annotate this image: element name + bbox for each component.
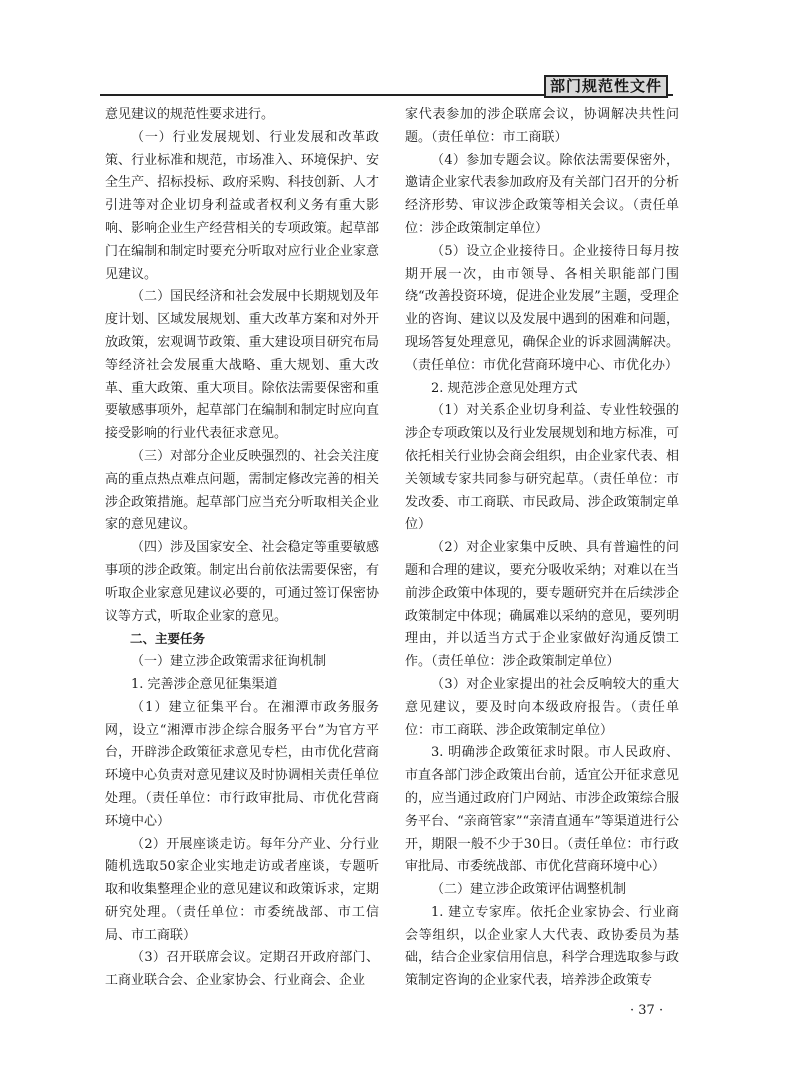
paragraph: （2）对企业家集中反映、具有普遍性的问题和合理的建议，要充分吸收采纳；对难以在当前涉企政策中体现的，要专题研究并在后续涉企政策制定中体现；确属难以采纳的意见，要列明理由，并以适当方式于企业家做好沟通反馈工作。（责任单位：涉企政策制定单位） [405, 540, 679, 670]
paragraph: （2）开展座谈走访。每年分产业、分行业随机选取50家企业实地走访或者座谈，专题听取和收集整理企业的意见建议和政策诉求，定期研究处理。（责任单位：市委统战部、市工信局、市工商联） [105, 836, 379, 943]
paragraph: （1）建立征集平台。在湘潭市政务服务网，设立“湘潭市涉企综合服务平台”为官方平台，开辟涉企政策征求意见专栏，由市优化营商环境中心负责对意见建议及时协调相关责任单位处理。（责任单位：市行政审批局、市优化营商环境中心） [105, 699, 379, 829]
page-number: · 37 · [630, 1003, 664, 1018]
paragraph: （3）对企业家提出的社会反响较大的重大意见建议，要及时向本级政府报告。（责任单位：市工商联、涉企政策制定单位） [405, 676, 679, 738]
paragraph: （一）建立涉企政策需求征询机制 [131, 654, 327, 670]
paragraph: （四）涉及国家安全、社会稳定等重要敏感事项的涉企政策。制定出台前依法需要保密，有听取企业家意见建议必要的，可通过签订保密协议等方式，听取企业家的意见。 [105, 540, 379, 624]
paragraph: 二、主要任务 [130, 631, 206, 647]
paragraph: （4）参加专题会议。除依法需要保密外，邀请企业家代表参加政府及有关部门召开的分析经济形势、审议涉企政策等相关会议。（责任单位：涉企政策制定单位） [405, 152, 679, 236]
paragraph: 3. 明确涉企政策征求时限。市人民政府、市直各部门涉企政策出台前，适宜公开征求意见的，应当通过政府门户网站、市涉企政策综合服务平台、“亲商管家”“亲清直通车”等渠道进行公开，期限一般不少于30日。（责任单位：市行政审批局、市委统战部、市优化营商环境中心） [405, 745, 679, 875]
section-label: 部门规范性文件 [544, 75, 668, 98]
paragraph: （3）召开联席会议。定期召开政府部门、工商业联合会、企业家协会、行业商会、企业 [105, 950, 379, 989]
paragraph: 意见建议的规范性要求进行。 [105, 107, 275, 122]
paragraph: 2. 规范涉企意见处理方式 [431, 380, 578, 396]
paragraph: 1. 建立专家库。依托企业家协会、行业商会等组织，以企业家人大代表、政协委员为基础，结合企业家信用信息，科学合理选取参与政策制定咨询的企业家代表，培养涉企政策专 [405, 904, 679, 989]
paragraph: （二）建立涉企政策评估调整机制 [431, 882, 627, 898]
right-column [405, 104, 679, 993]
paragraph: 1. 完善涉企意见征集渠道 [131, 676, 278, 692]
paragraph: （二）国民经济和社会发展中长期规划及年度计划、区域发展规划、重大改革方案和对外开放政策，宏观调节政策、重大建设项目研究布局等经济社会发展重大战略、重大规划、重大改革、重大政策、重大项目。除依法需要保密和重要敏感事项外，起草部门在编制和制定时应向直接受影响的行业代表征求意见。 [105, 289, 379, 442]
paragraph: （5）设立企业接待日。企业接待日每月按期开展一次，由市领导、各相关职能部门围绕“改善投资环境，促进企业发展”主题，受理企业的咨询、建议以及发展中遇到的困难和问题，现场答复处理意见，确保企业的诉求圆满解决。（责任单位：市优化营商环境中心、市优化办） [405, 243, 679, 373]
paragraph: （三）对部分企业反映强烈的、社会关注度高的重点热点难点问题，需制定修改完善的相关涉企政策措施。起草部门应当充分听取相关企业家的意见建议。 [105, 448, 379, 533]
paragraph: （一）行业发展规划、行业发展和改革政策、行业标准和规范，市场准入、环境保护、安全生产、招标投标、政府采购、科技创新、人才引进等对企业切身利益或者权利义务有重大影响、影响企业生产经营相关的专项政策。起草部门在编制和制定时要充分听取对应行业企业家意见建议。 [105, 129, 379, 282]
left-column [105, 104, 379, 993]
paragraph: 家代表参加的涉企联席会议，协调解决共性问题。（责任单位：市工商联） [405, 107, 679, 145]
paragraph: （1）对关系企业切身利益、专业性较强的涉企专项政策以及行业发展规划和地方标准，可依托相关行业协会商会组织，由企业家代表、相关领域专家共同参与研究起草。（责任单位：市发改委、市工商联、市民政局、涉企政策制定单位） [405, 403, 679, 533]
